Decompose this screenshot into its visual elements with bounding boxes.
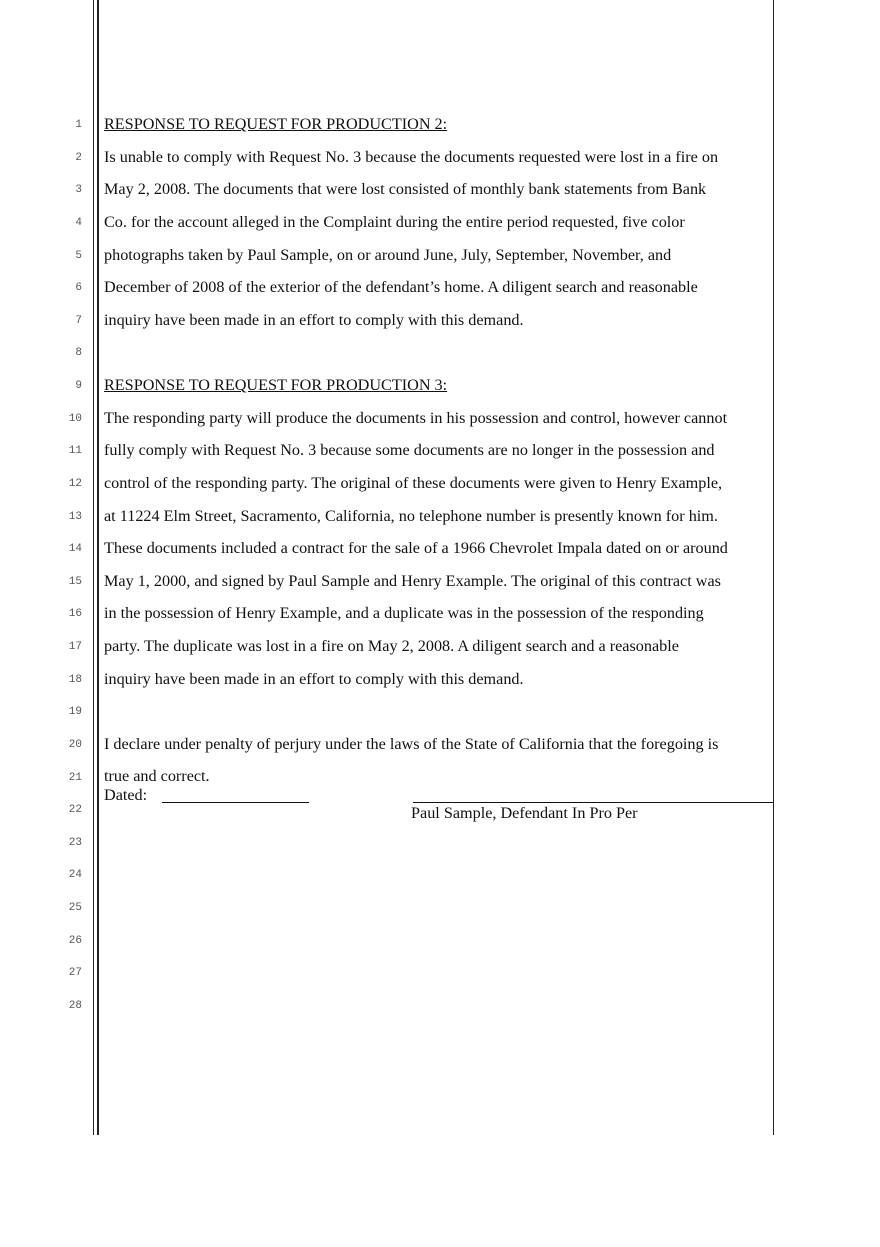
line-number: 12 — [68, 477, 82, 490]
left-margin-rule-inner — [97, 0, 99, 1135]
line-number: 8 — [75, 347, 82, 360]
line-number: 19 — [68, 706, 82, 719]
line-number: 3 — [75, 184, 82, 197]
section3-line: These documents included a contract for the sale of a 1966 Chevrolet Impala dated on or around — [104, 539, 728, 557]
section2-line: Co. for the account alleged in the Complaint during the entire period requested, five color — [104, 213, 685, 231]
line-number: 26 — [68, 934, 82, 947]
section3-line: The responding party will produce the documents in his possession and control, however cannot — [104, 409, 728, 427]
line-number: 22 — [68, 804, 82, 817]
line-number: 21 — [68, 771, 82, 784]
line-number: 16 — [68, 608, 82, 621]
line-number: 15 — [68, 575, 82, 588]
section3-line: control of the responding party. The original of these documents were given to Henry Example, — [104, 474, 723, 492]
line-number: 23 — [68, 836, 82, 849]
line-number: 14 — [68, 543, 82, 556]
line-number: 2 — [75, 151, 82, 164]
line-number: 18 — [68, 673, 82, 686]
section2-line: December of 2008 of the exterior of the defendant’s home. A diligent search and reasonable — [104, 278, 698, 296]
line-number: 13 — [68, 510, 82, 523]
left-margin-rule-outer — [93, 0, 94, 1135]
section3-line: party. The duplicate was lost in a fire on May 2, 2008. A diligent search and a reasonable — [104, 637, 679, 655]
line-number: 17 — [68, 641, 82, 654]
line-number: 5 — [75, 249, 82, 262]
section2-line: photographs taken by Paul Sample, on or around June, July, September, November, and — [104, 246, 672, 264]
section3-line: at 11224 Elm Street, Sacramento, California, no telephone number is presently known for him. — [104, 507, 718, 525]
line-number: 25 — [68, 902, 82, 915]
section3-line: in the possession of Henry Example, and a duplicate was in the possession of the responding — [104, 604, 704, 622]
section2-line: May 2, 2008. The documents that were lost consisted of monthly bank statements from Bank — [104, 180, 707, 198]
section3-heading: RESPONSE TO REQUEST FOR PRODUCTION 3: — [104, 376, 448, 394]
line-number: 24 — [68, 869, 82, 882]
line-number: 9 — [75, 380, 82, 393]
line-number: 10 — [68, 412, 82, 425]
section2-line: inquiry have been made in an effort to comply with this demand. — [104, 311, 524, 329]
declaration-line: true and correct. — [104, 767, 210, 785]
line-number: 11 — [68, 445, 82, 458]
line-number: 28 — [68, 1000, 82, 1012]
line-number: 6 — [75, 282, 82, 295]
dated-label: Dated: — [104, 786, 148, 804]
line-number: 1 — [75, 119, 82, 131]
line-number: 27 — [68, 967, 82, 980]
section3-line: May 1, 2000, and signed by Paul Sample and Henry Example. The original of this contract was — [104, 572, 721, 590]
right-margin-rule — [773, 0, 774, 1135]
section3-line: fully comply with Request No. 3 because some documents are no longer in the possession and — [104, 441, 715, 459]
section2-heading: RESPONSE TO REQUEST FOR PRODUCTION 2: — [104, 115, 448, 133]
line-number: 20 — [68, 738, 82, 751]
declaration-line: I declare under penalty of perjury under the laws of the State of California that the foregoing is — [104, 735, 719, 753]
date-blank-line — [162, 802, 309, 803]
line-number: 4 — [75, 216, 82, 229]
section2-line: Is unable to comply with Request No. 3 because the documents requested were lost in a fire on — [104, 148, 719, 166]
signature-name: Paul Sample, Defendant In Pro Per — [411, 804, 638, 822]
section3-line: inquiry have been made in an effort to comply with this demand. — [104, 670, 524, 688]
line-number: 7 — [75, 314, 82, 327]
